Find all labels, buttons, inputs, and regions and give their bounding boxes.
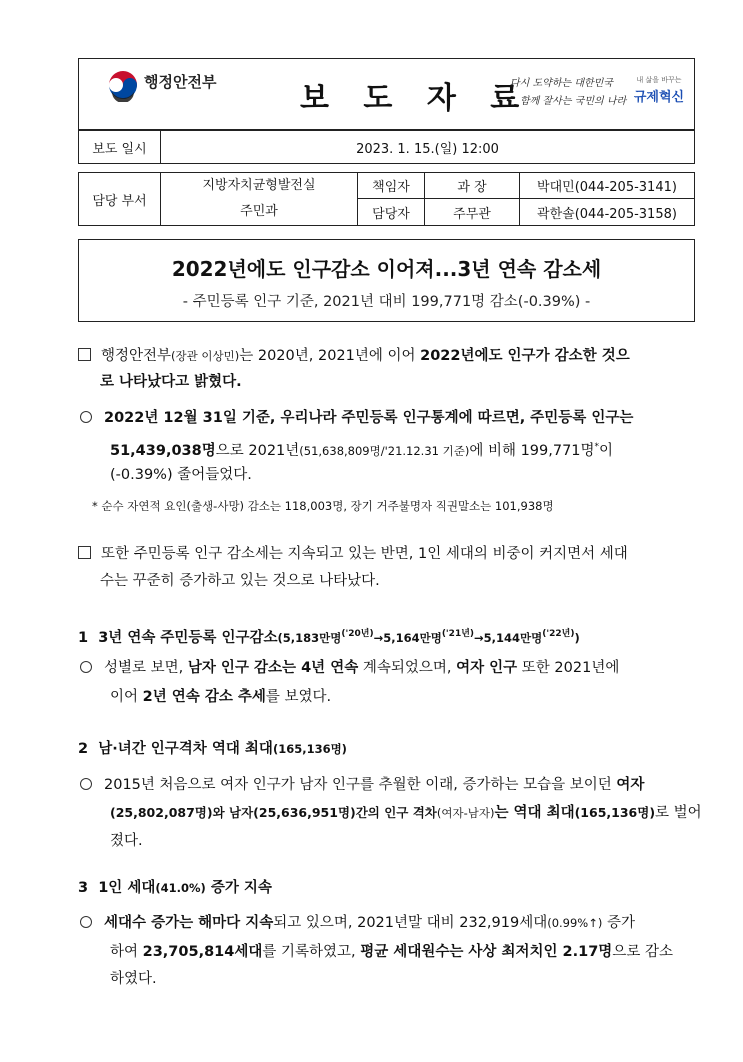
circle-bullet-icon bbox=[80, 778, 92, 790]
circle-bullet-icon bbox=[80, 661, 92, 673]
text: 는 역대 최대 bbox=[494, 805, 575, 821]
footnote: * 순수 자연적 요인(출생-사망) 감소는 118,003명, 장기 거주불명자 직권말소는 101,938명 bbox=[92, 499, 554, 513]
staff-contact: 곽한솔(044-205-3158) bbox=[519, 198, 695, 226]
section-1-line-1 bbox=[80, 656, 619, 680]
paragraph-3-line-1 bbox=[78, 542, 628, 566]
section-3-line-2 bbox=[110, 940, 673, 964]
department-line-1: 지방자치균형발전실 bbox=[202, 178, 316, 193]
government-slogan bbox=[510, 74, 627, 114]
section-title: 남·녀간 인구격차 역대 최대 bbox=[98, 741, 273, 757]
paragraph-1-line-2: 로 나타났다고 밝혔다. bbox=[100, 374, 242, 390]
text: →5,164만명 bbox=[373, 631, 442, 645]
text: (5,183만명 bbox=[277, 631, 342, 645]
staff-label: 담당자 bbox=[357, 198, 425, 226]
text: 증가 지속 bbox=[205, 880, 272, 896]
paragraph-2-line-3: (-0.39%) 줄어들었다. bbox=[110, 467, 252, 483]
text: 여자 bbox=[616, 777, 645, 793]
text: ) bbox=[574, 631, 580, 645]
release-date-label: 보도 일시 bbox=[78, 130, 161, 164]
text: 계속되었으며, bbox=[358, 660, 457, 676]
release-date-value: 2023. 1. 15.(일) 12:00 bbox=[160, 130, 695, 164]
section-1-heading bbox=[78, 622, 580, 650]
text: ('22년) bbox=[542, 629, 575, 639]
text: 평균 세대원수는 사상 최저치인 2.17명 bbox=[360, 944, 613, 960]
section-3-heading bbox=[78, 876, 272, 900]
text: 이어 bbox=[110, 689, 143, 705]
section-2-heading bbox=[78, 737, 347, 761]
text: ('21년) bbox=[441, 629, 475, 639]
text: 증가 bbox=[602, 915, 635, 931]
staff-title: 주무관 bbox=[424, 198, 520, 226]
section-2-line-1 bbox=[80, 773, 644, 797]
reform-title: 규제혁신 bbox=[633, 90, 685, 105]
circle-bullet-icon bbox=[80, 916, 92, 928]
text: 하여 bbox=[110, 944, 143, 960]
text: 되고 있으며, 2021년말 대비 232,919세대 bbox=[273, 915, 548, 931]
slogan-line-1: 다시 도약하는 대한민국 bbox=[510, 78, 613, 89]
text: (장관 이상민) bbox=[171, 349, 240, 363]
headline: 2022년에도 인구감소 이어져...3년 연속 감소세 bbox=[171, 257, 602, 281]
checkbox-bullet-icon bbox=[78, 546, 91, 559]
text: 2015년 처음으로 여자 인구가 남자 인구를 추월한 이래, 증가하는 모습을 보이던 bbox=[104, 777, 617, 793]
section-number: 1 bbox=[78, 630, 89, 646]
text: (165,136명) bbox=[272, 742, 347, 756]
text: (여자-남자) bbox=[436, 806, 495, 820]
text: 성별로 보면, bbox=[104, 660, 188, 676]
section-3-line-3: 하였다. bbox=[110, 971, 157, 987]
text: 또한 주민등록 인구 감소세는 지속되고 있는 반면, 1인 세대의 비중이 커지면서 세대 bbox=[101, 546, 628, 562]
regulatory-reform-badge bbox=[628, 75, 690, 105]
checkbox-bullet-icon bbox=[78, 348, 91, 361]
responsible-contact: 박대민(044-205-3141) bbox=[519, 172, 695, 199]
text: (25,802,087명)와 남자(25,636,951명)간의 인구 격차 bbox=[110, 805, 437, 820]
responsible-title: 과 장 bbox=[424, 172, 520, 199]
text: 세대수 증가는 해마다 지속 bbox=[104, 915, 274, 931]
department-name bbox=[160, 172, 358, 226]
text: 를 기록하였고, bbox=[262, 944, 361, 960]
department-line-2: 주민과 bbox=[240, 204, 278, 219]
text: 으로 2021년 bbox=[215, 443, 300, 459]
subheadline: - 주민등록 인구 기준, 2021년 대비 199,771명 감소(-0.39%) - bbox=[182, 294, 591, 310]
text: 남자 인구 감소는 4년 연속 bbox=[187, 660, 359, 676]
department-label: 담당 부서 bbox=[78, 172, 161, 226]
text: * bbox=[594, 442, 600, 452]
text: 2년 연속 감소 추세 bbox=[142, 689, 266, 705]
text: 로 벌어 bbox=[655, 805, 702, 821]
reform-tagline: 내 삶을 바꾸는 bbox=[636, 76, 682, 84]
text: 에 비해 199,771명 bbox=[469, 443, 595, 459]
text: →5,144만명 bbox=[474, 631, 543, 645]
circle-bullet-icon bbox=[80, 411, 92, 423]
government-taeguk-logo-icon bbox=[106, 68, 140, 102]
text: 여자 인구 bbox=[456, 660, 518, 676]
text: (41.0%) bbox=[155, 881, 206, 895]
responsible-label: 책임자 bbox=[357, 172, 425, 199]
paragraph-2-line-1 bbox=[80, 406, 633, 430]
text: 를 보였다. bbox=[265, 689, 332, 705]
section-title: 3년 연속 주민등록 인구감소 bbox=[98, 630, 278, 646]
paragraph-2-line-2 bbox=[110, 435, 613, 463]
ministry-name: 행정안전부 bbox=[144, 73, 217, 91]
document-type-title: 보 도 자 료 bbox=[300, 81, 532, 116]
text: 2022년 12월 31일 기준, 우리나라 주민등록 인구통계에 따르면, 주민등록 인구는 bbox=[104, 410, 634, 426]
text: (165,136명) bbox=[574, 805, 656, 820]
section-2-line-2 bbox=[110, 801, 702, 825]
text: 행정안전부 bbox=[101, 348, 172, 364]
text: (51,638,809명/'21.12.31 기준) bbox=[299, 444, 470, 458]
text: 또한 2021년에 bbox=[517, 660, 620, 676]
text: 23,705,814세대 bbox=[142, 944, 263, 960]
section-number: 3 bbox=[78, 880, 89, 896]
slogan-line-2: 함께 잘사는 국민의 나라 bbox=[520, 96, 627, 107]
text: 51,439,038명 bbox=[110, 443, 216, 459]
text: 2022년에도 인구가 감소한 것으 bbox=[420, 348, 630, 364]
paragraph-3-line-2: 수는 꾸준히 증가하고 있는 것으로 나타났다. bbox=[100, 573, 380, 589]
section-3-line-1 bbox=[80, 911, 635, 935]
section-1-line-2 bbox=[110, 685, 331, 709]
section-title: 1인 세대 bbox=[98, 880, 156, 896]
paragraph-1-line-1 bbox=[78, 344, 630, 368]
text: 이 bbox=[599, 443, 614, 459]
section-number: 2 bbox=[78, 741, 89, 757]
text: 는 2020년, 2021년에 이어 bbox=[239, 348, 421, 364]
text: (0.99%↑) bbox=[547, 916, 603, 930]
text: 으로 감소 bbox=[612, 944, 673, 960]
text: ('20년) bbox=[341, 629, 374, 639]
section-2-line-3: 졌다. bbox=[110, 833, 143, 849]
